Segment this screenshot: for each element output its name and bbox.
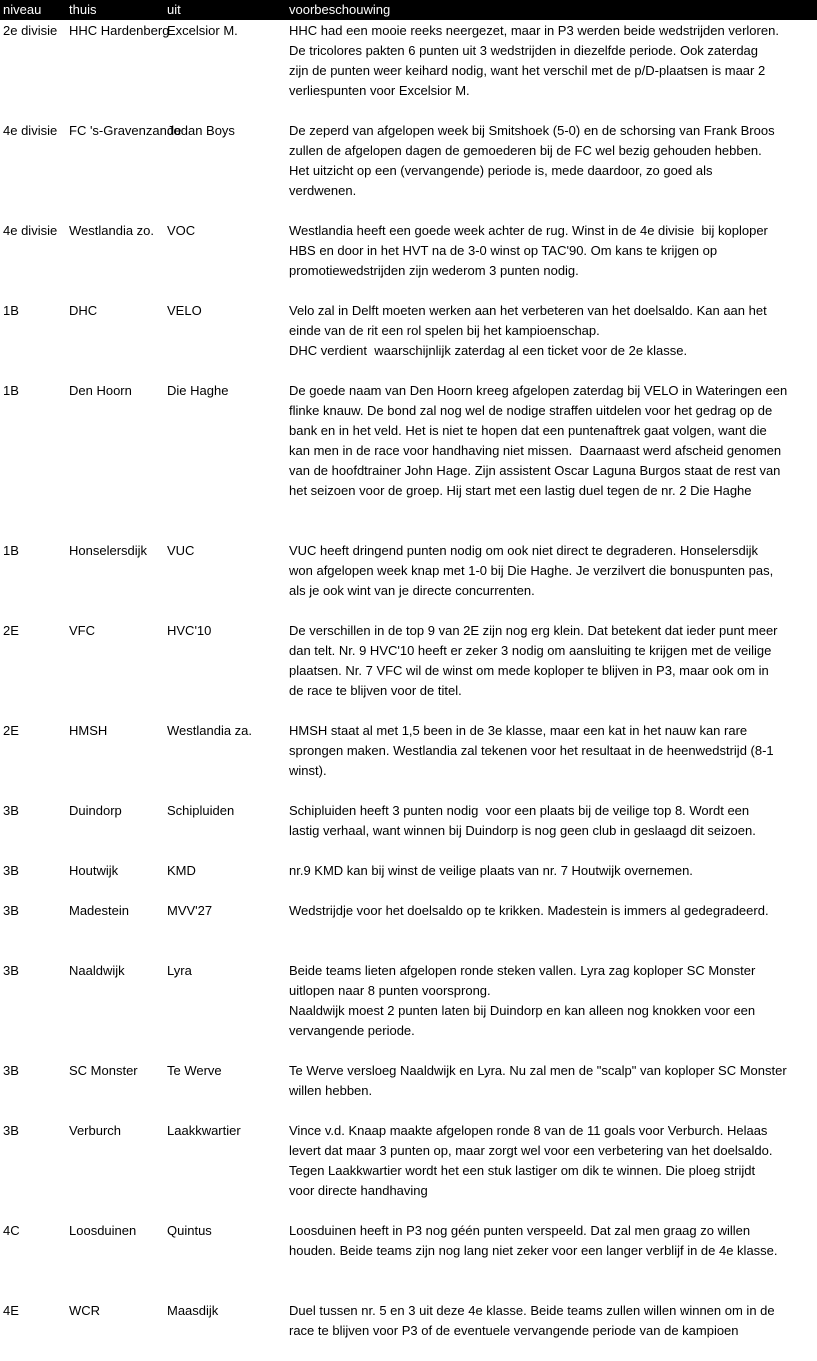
cell-voorbeschouwing: HMSH staat al met 1,5 been in de 3e klasse, maar een kat in het nauw kan rare sprongen maken. Westlandia zal tekenen voor het resultaat in de heenwedstrijd (8-1 winst). xyxy=(289,723,774,778)
cell-thuis: WCR xyxy=(69,1303,101,1318)
header-row xyxy=(0,0,817,20)
cell-thuis: HMSH xyxy=(69,723,108,738)
cell-thuis: Honselersdijk xyxy=(69,543,148,558)
cell-voorbeschouwing: Vince v.d. Knaap maakte afgelopen ronde 8 van de 11 goals voor Verburch. Helaas levert dat maar 3 punten op, maar zorgt wel voor een verbetering van het doelsaldo. Tegen Laakkwartier wordt het een stuk lastiger om dik te winnen. Die ploeg strijdt voor directe handhaving xyxy=(289,1123,773,1198)
cell-niveau: 1B xyxy=(3,383,19,398)
cell-niveau: 3B xyxy=(3,863,19,878)
cell-voorbeschouwing: VUC heeft dringend punten nodig om ook niet direct te degraderen. Honselersdijk won afgelopen week knap met 1-0 bij Die Haghe. Je verzilvert die bonuspunten pas, als je ook wint van je directe concurrenten. xyxy=(289,543,774,598)
cell-niveau: 4C xyxy=(3,1223,20,1238)
cell-thuis: Houtwijk xyxy=(69,863,119,878)
cell-thuis: HHC Hardenberg xyxy=(69,23,170,38)
cell-voorbeschouwing: Velo zal in Delft moeten werken aan het verbeteren van het doelsaldo. Kan aan het einde van de rit een rol spelen bij het kampioenschap. DHC verdient waarschijnlijk zaterdag al een ticket voor de 2e klasse. xyxy=(289,303,767,358)
cell-niveau: 3B xyxy=(3,1063,19,1078)
cell-voorbeschouwing: nr.9 KMD kan bij winst de veilige plaats van nr. 7 Houtwijk overnemen. xyxy=(289,863,693,878)
cell-thuis: VFC xyxy=(69,623,95,638)
header-thuis: thuis xyxy=(69,2,97,17)
cell-uit: Excelsior M. xyxy=(167,23,238,38)
cell-thuis: Den Hoorn xyxy=(69,383,132,398)
cell-uit: Maasdijk xyxy=(167,1303,219,1318)
header-voorbeschouwing: voorbeschouwing xyxy=(289,2,391,17)
cell-voorbeschouwing: HHC had een mooie reeks neergezet, maar in P3 werden beide wedstrijden verloren. De tricolores pakten 6 punten uit 3 wedstrijden in diezelfde periode. Ook zaterdag zijn de punten weer keihard nodig, want het verschil met de p/D-plaatsen is maar 2 verliespunten voor Excelsior M. xyxy=(289,23,779,98)
cell-uit: VUC xyxy=(167,543,195,558)
cell-uit: HVC'10 xyxy=(167,623,212,638)
cell-niveau: 2e divisie xyxy=(3,23,58,38)
cell-uit: Die Haghe xyxy=(167,383,229,398)
cell-niveau: 3B xyxy=(3,1123,19,1138)
cell-uit: VOC xyxy=(167,223,196,238)
cell-uit: Laakkwartier xyxy=(167,1123,241,1138)
header-niveau: niveau xyxy=(3,2,42,17)
cell-niveau: 3B xyxy=(3,963,19,978)
cell-thuis: FC 's-Gravenzande xyxy=(69,123,182,138)
cell-niveau: 2E xyxy=(3,723,19,738)
cell-voorbeschouwing: Westlandia heeft een goede week achter de rug. Winst in de 4e divisie bij koploper HBS en door in het HVT na de 3-0 winst op TAC'90. Om kans te krijgen op promotiewedstrijden zijn wederom 3 punten nodig. xyxy=(289,223,768,278)
cell-thuis: Madestein xyxy=(69,903,129,918)
cell-thuis: SC Monster xyxy=(69,1063,138,1078)
cell-voorbeschouwing: Wedstrijdje voor het doelsaldo op te krikken. Madestein is immers al gedegradeerd. xyxy=(289,903,769,918)
cell-uit: Quintus xyxy=(167,1223,212,1238)
cell-uit: Westlandia za. xyxy=(167,723,253,738)
cell-voorbeschouwing: De zeperd van afgelopen week bij Smitshoek (5-0) en de schorsing van Frank Broos zullen de afgelopen dagen de gemoederen bij de FC wel bezig gehouden hebben. Het uitzicht op een (vervangende) periode is, mede daardoor, zo goed als verdwenen. xyxy=(289,123,775,198)
cell-uit: Schipluiden xyxy=(167,803,235,818)
cell-niveau: 4e divisie xyxy=(3,123,58,138)
cell-voorbeschouwing: Duel tussen nr. 5 en 3 uit deze 4e klasse. Beide teams zullen willen winnen om in de race te blijven voor P3 of de eventuele vervangende periode van de kampioen xyxy=(289,1303,775,1338)
cell-uit: VELO xyxy=(167,303,202,318)
cell-voorbeschouwing: Te Werve versloeg Naaldwijk en Lyra. Nu zal men de "scalp" van koploper SC Monster willen hebben. xyxy=(289,1063,787,1098)
cell-thuis: Naaldwijk xyxy=(69,963,125,978)
header-uit: uit xyxy=(167,2,181,17)
cell-niveau: 3B xyxy=(3,803,19,818)
cell-thuis: Duindorp xyxy=(69,803,122,818)
cell-thuis: Verburch xyxy=(69,1123,122,1138)
cell-niveau: 4e divisie xyxy=(3,223,58,238)
cell-voorbeschouwing: De verschillen in de top 9 van 2E zijn nog erg klein. Dat betekent dat ieder punt meer dan telt. Nr. 9 HVC'10 heeft er zeker 3 nodig om aansluiting te krijgen met de veilige plaatsen. Nr. 7 VFC wil de winst om mede koploper te blijven in P3, maar ook om in de race te blijven voor de titel. xyxy=(289,623,778,698)
cell-voorbeschouwing: Beide teams lieten afgelopen ronde steken vallen. Lyra zag koploper SC Monster uitlopen naar 8 punten voorsprong. Naaldwijk moest 2 punten laten bij Duindorp en kan alleen nog knokken voor een vervangende periode. xyxy=(289,963,756,1038)
cell-niveau: 1B xyxy=(3,543,19,558)
cell-niveau: 3B xyxy=(3,903,19,918)
cell-niveau: 2E xyxy=(3,623,19,638)
cell-uit: Te Werve xyxy=(167,1063,222,1078)
cell-thuis: Westlandia zo. xyxy=(69,223,155,238)
cell-uit: KMD xyxy=(167,863,196,878)
cell-uit: MVV'27 xyxy=(167,903,213,918)
cell-uit: Lyra xyxy=(167,963,192,978)
cell-niveau: 4E xyxy=(3,1303,19,1318)
cell-voorbeschouwing: De goede naam van Den Hoorn kreeg afgelopen zaterdag bij VELO in Wateringen een flinke knauw. De bond zal nog wel de nodige straffen uitdelen voor het gedrag op de bank en in het veld. Het is niet te hopen dat een puntenaftrek gaat volgen, want die kan men in de race voor handhaving niet missen. Daarnaast werd afscheid genomen van de hoofdtrainer John Hage. Zijn assistent Oscar Laguna Burgos staat de rest van het seizoen voor de groep. Hij start met een lastig duel tegen de nr. 2 Die Haghe xyxy=(289,383,788,498)
cell-uit: Jodan Boys xyxy=(167,123,235,138)
cell-voorbeschouwing: Loosduinen heeft in P3 nog géén punten verspeeld. Dat zal men graag zo willen houden. Beide teams zijn nog lang niet zeker voor een langer verblijf in de 4e klasse. xyxy=(289,1223,778,1258)
cell-thuis: DHC xyxy=(69,303,98,318)
cell-thuis: Loosduinen xyxy=(69,1223,137,1238)
cell-niveau: 1B xyxy=(3,303,19,318)
cell-voorbeschouwing: Schipluiden heeft 3 punten nodig voor een plaats bij de veilige top 8. Wordt een lastig verhaal, want winnen bij Duindorp is nog geen club in geslaagd dit seizoen. xyxy=(289,803,756,838)
